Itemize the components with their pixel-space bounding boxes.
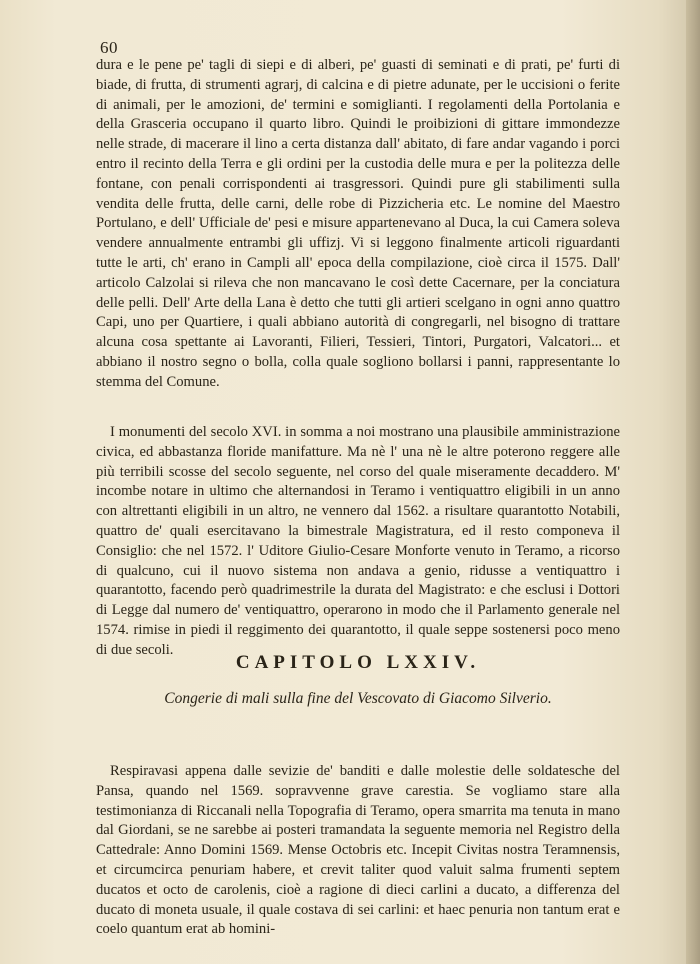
page-number: 60 [100, 38, 118, 57]
chapter-title: CAPITOLO LXXIV. [235, 652, 481, 673]
text-block-lower [96, 762, 620, 940]
text-block-upper [96, 56, 620, 393]
paragraph-monumenti: I monumenti del secolo XVI. in somma a noi mostrano una plausibile amministrazione civica, ed abbastanza floride manifatture. Ma nè l' una nè le altre poterono reggere alle più terribili scosse del secolo seguente, nel corso del quale miseramente decaddero. M' incombe notare in ultimo che alternandosi in Teramo i ventiquattro eligibili in un anno con altrettanti eligibili in un altro, ne vennero dal 1562. a risultare quarantotto Notabili, quattro de' quali esercitavano la bimestrale Magistratura, ed il resto componeva il Consiglio: che nel 1572. l' Uditore Giulio-Cesare Monforte venuto in Teramo, a ricorso di qualcuno, cui il nuovo sistema non andava a genio, ridusse a ventiquattro i quarantotto, facendo però quadrimestrile la durata del Magistrato: e che esclusi i Dottori di Legge dal numero de' ventiquattro, operarono in modo che il Parlamento generale nel 1574. rimise in piedi il reggimento dei quarantotto, il quale seppe sostenersi poco meno di due secoli. [96, 424, 620, 658]
chapter-subtitle: Congerie di mali sulla fine del Vescovato di Giacomo Silverio. [164, 690, 552, 707]
paragraph-continuation: dura e le pene pe' tagli di siepi e di alberi, pe' guasti di seminati e di prati, pe' furti di biade, di frutta, di strumenti agrarj, di calcina e di pietre adunate, per le uccisioni o ferite di animali, per le amozioni, de' termini e somiglianti. I regolamenti della Portolania e della Grasceria occupano il quarto libro. Quindi le proibizioni di gittare immondezze nelle strade, di macerare il lino a certa distanza dall' abitato, di fare andar vagando i porci entro il recinto della Terra e gli ordini per la custodia delle mura e per la politezza delle fontane, con penali corrispondenti ai trasgressori. Quindi pure gli stabilimenti sulla vendita delle frutta, delle carni, delle robe di Pizzicheria etc. Le nomine del Maestro Portulano, e dell' Ufficiale de' pesi e misure appartenevano al Duca, la cui Camera soleva vendere annualmente entrambi gli uffizj. Vi si leggono finalmente articoli riguardanti tutte le arti, ch' erano in Campli all' epoca della compilazione, cioè circa il 1575. Dall' articolo Calzolai si rileva che non mancavano le così dette Cacernare, per la conciatura delle pelli. Dell' Arte della Lana è detto che tutti gli artieri scelgano in ogni anno quattro Capi, uno per Quartiere, i quali abbiano autorità di congregarli, nel bisogno di trattare alcuna cosa spettante ai Lavoranti, Filieri, Tessieri, Tintori, Purgatori, Valcatori... et abbiano il nostro segno o bolla, colla quale sogliono bollarsi i panni, rappresentante lo stemma del Comune. [96, 57, 620, 390]
page-edge [686, 0, 700, 964]
text-block-middle [96, 423, 620, 661]
paragraph-respiravasi: Respiravasi appena dalle sevizie de' banditi e dalle molestie delle soldatesche del Pansa, quando nel 1569. sopravvenne grave carestia. Se vogliamo stare alla testimonianza di Riccanali nella Topografia di Teramo, opera smarrita ma tenuta in mano dal Giordani, se ne sarebbe ai posteri tramandata la seguente memoria nel Registro della Cattedrale: Anno Domini 1569. Mense Octobris etc. Incepit Civitas nostra Teramnensis, et circumcirca penuriam habere, et crevit taliter quod valuit salma frumenti septem ducatos et octo de carolenis, cioè a ragione di dieci carlini a ducato, a differenza del ducato di moneta usuale, il quale costava di sei carlini: et haec penuria non tantum erat e coelo quantum erat ab homini- [96, 763, 620, 938]
